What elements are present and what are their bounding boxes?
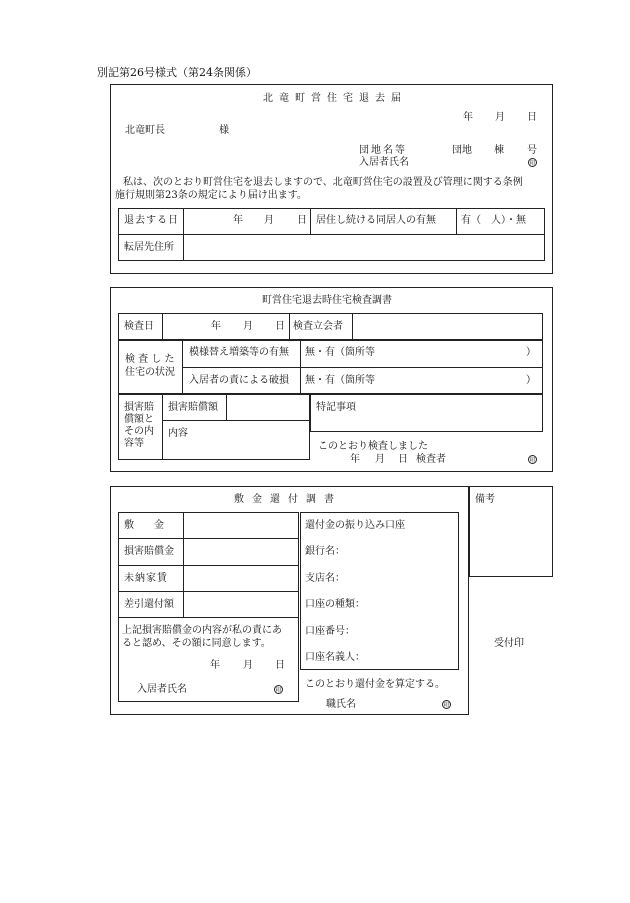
new-address-label: 転居先住所 — [124, 242, 174, 253]
seal-icon: 印 — [529, 160, 536, 167]
inspection-month: 月 — [243, 321, 253, 332]
notes-label: 特記事項 — [316, 402, 356, 413]
agree-year: 年 — [210, 660, 220, 671]
remodel-value: 無・有（箇所等 — [305, 347, 375, 358]
remarks-label: 備考 — [475, 494, 495, 505]
notice-date-year: 年 — [463, 112, 473, 123]
agree-line2: ると認め、その額に同意します。 — [122, 638, 271, 649]
branch-label: 支店名： — [305, 573, 345, 584]
cohabitant-label: 居住し続ける同居人の有無 — [316, 215, 436, 226]
calculated-statement: このとおり還付金を算定する。 — [305, 679, 445, 690]
move-out-month: 月 — [264, 215, 274, 226]
seal-icon: 印 — [529, 457, 536, 464]
seal-icon: 印 — [275, 687, 282, 694]
comp-line4: 容等 — [124, 438, 144, 449]
inspector-label: 検査者 — [416, 454, 446, 465]
statement-line1: 私は、次のとおり町営住宅を退去しますので、北竜町営住宅の設置及び管理に関する条例 — [123, 177, 523, 188]
bank-label: 銀行名： — [305, 546, 345, 557]
notice-date-month: 月 — [495, 112, 505, 123]
honorific: 様 — [219, 125, 229, 136]
inspector-month: 月 — [375, 454, 385, 465]
inspector-year: 年 — [350, 454, 360, 465]
estate-label: 団地名等 — [359, 145, 407, 156]
account-holder-label: 口座名義人： — [305, 652, 365, 663]
house-status-line2: 住宅の状況 — [125, 367, 175, 378]
move-out-date-label: 退去する日 — [124, 215, 179, 226]
transfer-account-label: 還付金の振り込み口座 — [305, 520, 405, 531]
resident-name-label: 入居者氏名 — [359, 157, 409, 168]
comp-contents-label: 内容 — [168, 428, 188, 439]
account-type-label: 口座の種類： — [305, 599, 365, 610]
unpaid-rent-label: 未納家賃 — [124, 573, 168, 584]
refund-label: 差引還付額 — [124, 599, 174, 610]
unit-number: 号 — [527, 145, 537, 156]
comp-amount-label: 損害賠償額 — [168, 402, 218, 413]
building: 棟 — [494, 145, 504, 156]
addressee: 北竜町長 — [125, 125, 165, 136]
move-out-day: 日 — [297, 215, 307, 226]
damage-label: 入居者の責による破損 — [189, 375, 289, 386]
comp-line1: 損害賠 — [124, 402, 154, 413]
remodel-close-paren: ） — [526, 347, 536, 358]
form-number: 別記第26号様式（第24条関係） — [97, 66, 257, 79]
remodel-label: 模様替え増築等の有無 — [189, 347, 289, 358]
resident-name-label: 入居者氏名 — [137, 684, 187, 695]
staff-name-label: 職氏名 — [326, 699, 356, 710]
house-status-line1: 検 査 し た — [125, 354, 175, 365]
transfer-account-box — [300, 512, 459, 670]
agree-month: 月 — [243, 660, 253, 671]
compensation-label: 損害賠償金 — [124, 546, 174, 557]
statement-line2: 施行規則第23条の規定により届け出ます。 — [115, 190, 307, 201]
estate-block: 団地 — [452, 145, 472, 156]
inspector-day: 日 — [398, 454, 408, 465]
inspection-day: 日 — [275, 321, 285, 332]
comp-line3: その内 — [124, 426, 154, 437]
account-number-label: 口座番号： — [305, 626, 355, 637]
witness-label: 検査立会者 — [293, 321, 343, 332]
move-out-year: 年 — [233, 215, 243, 226]
agree-line1: 上記損害賠償金の内容が私の責にあ — [122, 625, 282, 636]
damage-value: 無・有（箇所等 — [305, 375, 375, 386]
inspected-statement: このとおり検査しました — [318, 441, 428, 452]
comp-line2: 償額と — [124, 414, 154, 425]
inspection-year: 年 — [211, 321, 221, 332]
move-out-notice-title: 北竜町営住宅退去届 — [263, 93, 407, 104]
received-stamp-label: 受付印 — [494, 638, 524, 649]
deposit-refund-title: 敷金還付調書 — [234, 494, 342, 505]
seal-icon: 印 — [443, 702, 450, 709]
notice-date-day: 日 — [527, 112, 537, 123]
deposit-label: 敷 金 — [124, 520, 164, 531]
inspection-report-title: 町営住宅退去時住宅検査調書 — [262, 295, 392, 306]
agree-day: 日 — [275, 660, 285, 671]
inspection-date-label: 検査日 — [124, 321, 154, 332]
cohabitant-value: 有（ 人）・無 — [461, 215, 526, 226]
damage-close-paren: ） — [526, 375, 536, 386]
